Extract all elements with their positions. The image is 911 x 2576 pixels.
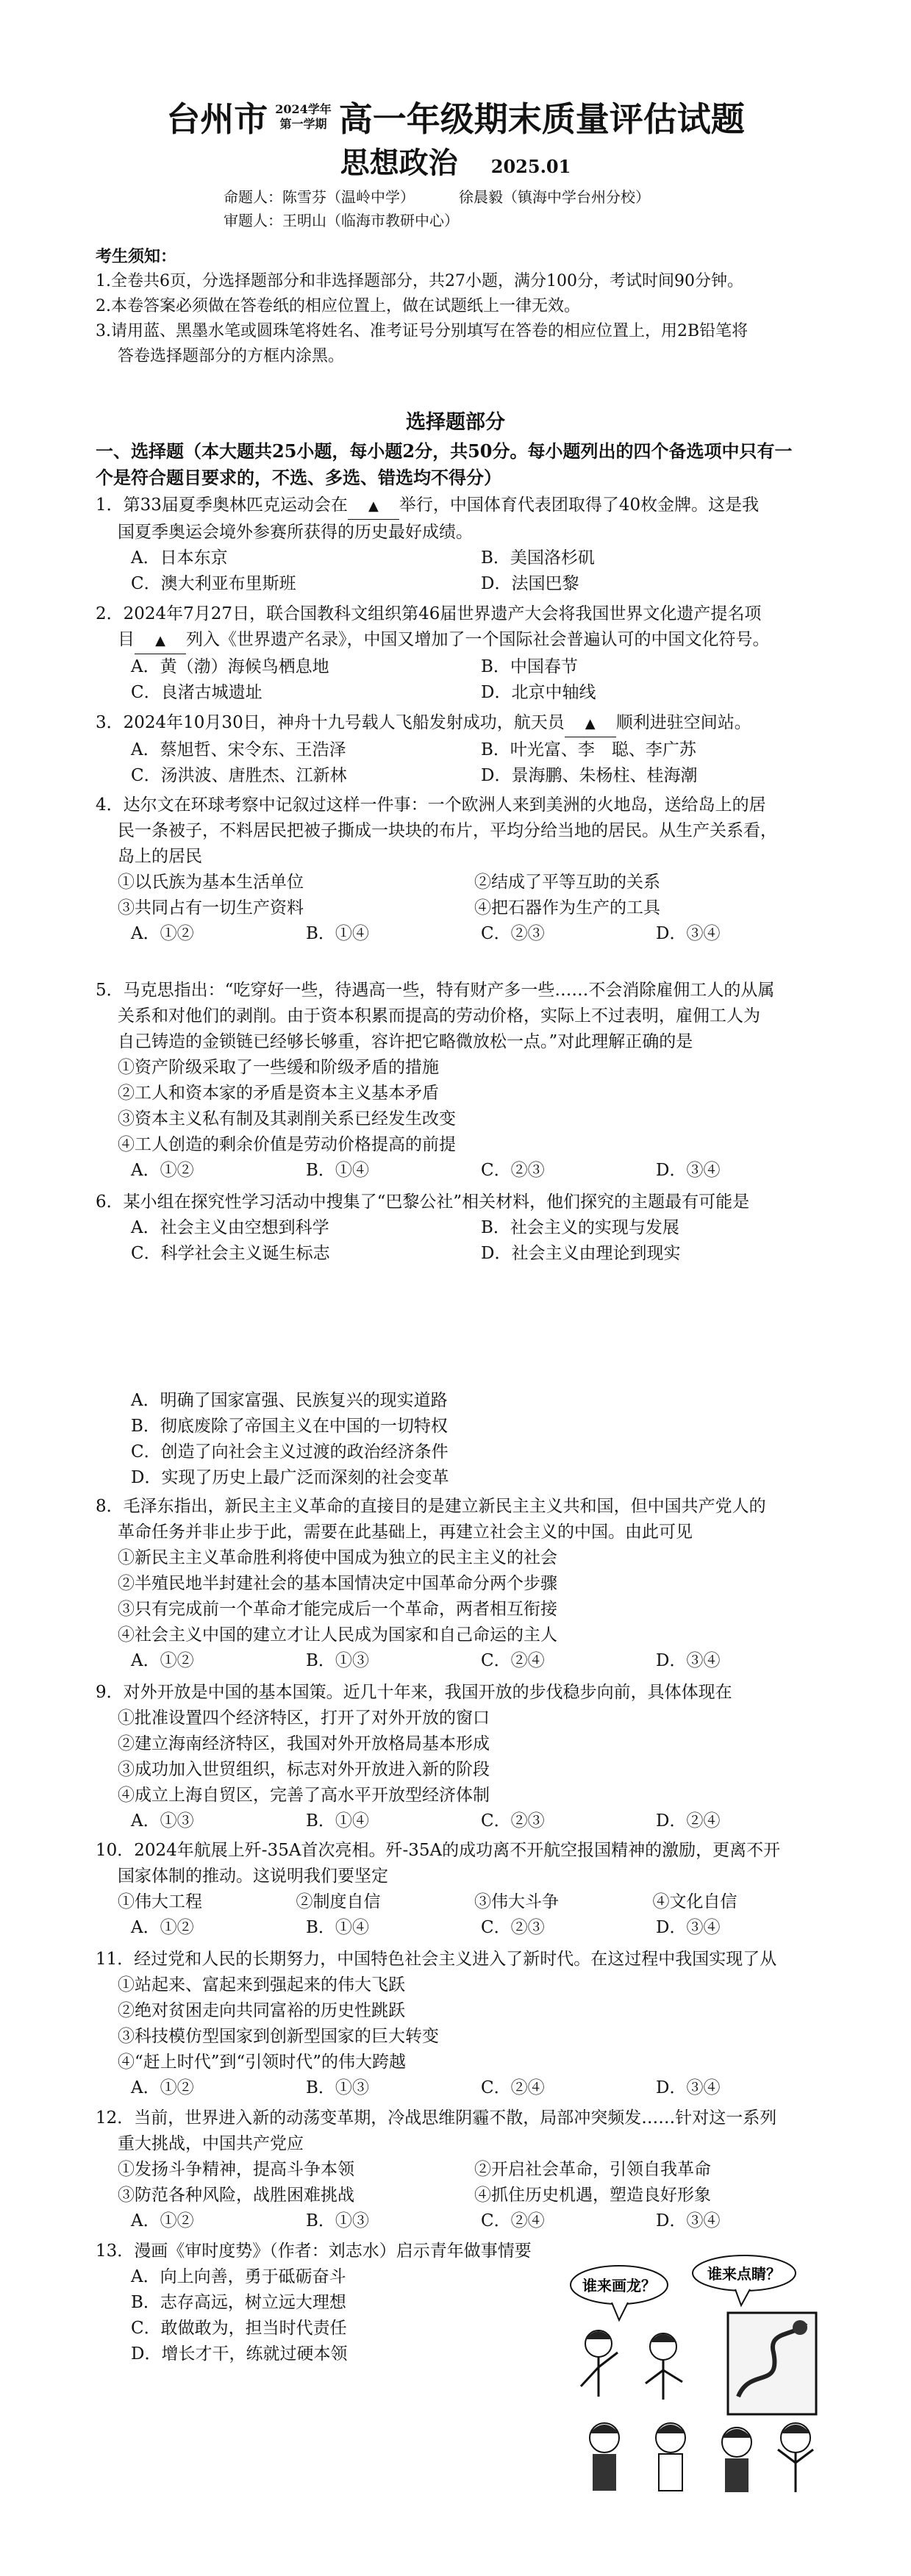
option-c[interactable]: C．敢做敢为，担当时代责任	[131, 2319, 347, 2338]
statement: ④文化自信	[652, 1892, 737, 1911]
speech-bubble-tail-1	[612, 2303, 628, 2320]
part-heading-line: 一、选择题（本大题共25小题，每小题2分，共50分。每小题列出的四个备选项中只有一	[96, 440, 793, 462]
q1-stem-cont: 举行，中国体育代表团取得了40枚金牌。这是我	[399, 495, 760, 515]
notice-item: 3.请用蓝、黑墨水笔或圆珠笔将姓名、准考证号分别填写在答卷的相应位置上，用2B铅笔将	[96, 322, 749, 340]
q5-stem-line: 关系和对他们的剥削。由于资本积累而提高的劳动价格，实际上不过表明，雇佣工人为	[118, 1006, 760, 1026]
q5-stem-line: 自己铸造的金锁链已经够长够重，容许把它略微放松一点。”对此理解正确的是	[118, 1032, 693, 1051]
statement: ③科技模仿型国家到创新型国家的巨大转变	[118, 2027, 439, 2046]
speech-bubble-tail-2	[735, 2289, 750, 2305]
statement: ③防范各种风险，战胜困难挑战	[118, 2186, 354, 2205]
authors	[224, 185, 694, 232]
answer-blank: ▲	[565, 711, 616, 737]
city-name: 台州市	[166, 99, 268, 139]
option-b[interactable]: B．①④	[306, 924, 369, 943]
option-c[interactable]: C．②④	[481, 2078, 545, 2097]
question-2	[96, 601, 831, 706]
option-c[interactable]: C．②③	[481, 1161, 545, 1180]
statement: ③成功加入世贸组织，标志对外开放进入新的阶段	[118, 1760, 490, 1779]
statement: ③只有完成前一个革命才能完成后一个革命，两者相互衔接	[118, 1600, 557, 1619]
statement: ②结成了平等互助的关系	[474, 873, 660, 892]
q10-stem: 10．2024年航展上歼-35A首次亮相。歼-35A的成功离不开航空报国精神的激励，更离不开	[96, 1841, 781, 1860]
statement: ①伟大工程	[118, 1892, 202, 1911]
q1-stem: 1．第33届夏季奥林匹克运动会在	[96, 495, 348, 515]
q11-stem: 11．经过党和人民的长期努力，中国特色社会主义进入了新时代。在这过程中我国实现了从	[96, 1950, 777, 1969]
term-line-2: 第一学期	[279, 117, 327, 131]
term-line-1: 2024学年	[275, 102, 332, 116]
option-a[interactable]: A．蔡旭哲、宋令东、王浩泽	[131, 740, 346, 759]
option-d[interactable]: D．③④	[656, 924, 721, 943]
option-d[interactable]: D．社会主义由理论到现实	[481, 1244, 681, 1263]
part-heading	[96, 438, 831, 491]
question-9	[96, 1680, 831, 1834]
bubble-text-1: 谁来画龙？	[582, 2277, 656, 2294]
term-label	[275, 102, 332, 132]
option-c[interactable]: C．科学社会主义诞生标志	[131, 1244, 330, 1263]
statement: ④社会主义中国的建立才让人民成为国家和自己命运的主人	[118, 1625, 557, 1645]
q6-stem: 6．某小组在探究性学习活动中搜集了“巴黎公社”相关材料，他们探究的主题最有可能是	[96, 1192, 750, 1212]
option-c[interactable]: C．②④	[481, 1651, 545, 1670]
answer-blank: ▲	[348, 493, 399, 520]
option-b[interactable]: B．①④	[306, 1918, 369, 1937]
q5-stem: 5．马克思指出：“吃穿好一些，待遇高一些，特有财产多一些……不会消除雇佣工人的从属	[96, 981, 775, 1000]
option-a[interactable]: A．①②	[131, 924, 194, 943]
q12-stem-line: 重大挑战，中国共产党应	[118, 2134, 304, 2153]
option-c[interactable]: C．②④	[481, 2211, 545, 2230]
option-b[interactable]: B．中国春节	[481, 657, 578, 676]
q8-stem-line: 革命任务并非止步于此，需要在此基础上，再建立社会主义的中国。由此可见	[118, 1523, 693, 1542]
option-d[interactable]: D．③④	[656, 1918, 721, 1937]
answer-blank: ▲	[135, 628, 186, 654]
subject-row	[0, 140, 911, 182]
question-12	[96, 2105, 831, 2234]
statement: ④工人创造的剩余价值是劳动价格提高的前提	[118, 1135, 456, 1154]
option-a[interactable]: A．①②	[131, 1918, 194, 1937]
q4-stem-line: 岛上的居民	[118, 847, 202, 866]
q4-stem-line: 民一条被子，不料居民把被子撕成一块块的布片，平均分给当地的居民。从生产关系看，	[118, 821, 777, 840]
statement: ①以氏族为基本生活单位	[118, 873, 304, 892]
q13-stem: 13．漫画《审时度势》（作者：刘志水）启示青年做事情要	[96, 2242, 532, 2261]
statement: ①新民主主义革命胜利将使中国成为独立的民主主义的社会	[118, 1548, 557, 1567]
statement: ③伟大斗争	[474, 1892, 559, 1911]
option-d[interactable]: D．③④	[656, 1161, 721, 1180]
q2-stem: 2．2024年7月27日，联合国教科文组织第46届世界遗产大会将我国世界文化遗产提名项	[96, 604, 762, 623]
option-a[interactable]: A．①②	[131, 2078, 194, 2097]
main-title: 高一年级期末质量评估试题	[338, 99, 745, 139]
question-10	[96, 1838, 831, 1941]
option-b[interactable]: B．①④	[306, 1811, 369, 1831]
q2-stem-b: 列入《世界遗产名录》，中国又增加了一个国际社会普遍认可的中国文化符号。	[186, 630, 770, 649]
statement: ④把石器作为生产的工具	[474, 898, 660, 917]
question-11	[96, 1947, 831, 2101]
q10-stem-line: 国家体制的推动。这说明我们要坚定	[118, 1867, 388, 1886]
option-d[interactable]: D．③④	[656, 1651, 721, 1670]
statement: ②开启社会革命，引领自我革命	[474, 2160, 711, 2179]
statement: ④成立上海自贸区，完善了高水平开放型经济体制	[118, 1786, 490, 1805]
statement: ④“赶上时代”到“引领时代”的伟大跨越	[118, 2053, 407, 2072]
q3-stem-cont: 顺利进驻空间站。	[615, 713, 751, 732]
exam-date: 2025.01	[490, 156, 571, 177]
question-4	[96, 793, 831, 947]
q9-stem: 9．对外开放是中国的基本国策。近几十年来，我国开放的步伐稳步向前，具体体现在	[96, 1683, 732, 1702]
reviewer: 审题人：王明山（临海市教研中心）	[224, 212, 459, 229]
q12-stem: 12．当前，世界进入新的动荡变革期，冷战思维阴霾不散，局部冲突频发……针对这一系列	[96, 2108, 777, 2128]
notice-item: 1.全卷共6页，分选择题部分和非选择题部分，共27小题，满分100分，考试时间90分钟。	[96, 272, 743, 290]
statement: ②半殖民地半封建社会的基本国情决定中国革命分两个步骤	[118, 1574, 557, 1593]
option-b[interactable]: B．社会主义的实现与发展	[481, 1218, 679, 1237]
statement: ①资产阶级采取了一些缓和阶级矛盾的措施	[118, 1058, 439, 1077]
question-1	[96, 493, 831, 597]
option-c[interactable]: C．汤洪波、唐胜杰、江新林	[131, 766, 347, 785]
option-c[interactable]: C．②③	[481, 1918, 545, 1937]
part-heading-line: 个是符合题目要求的，不选、多选、错选均不得分）	[96, 467, 501, 488]
notice-item: 2.本卷答案必须做在答卷纸的相应位置上，做在试题纸上一律无效。	[96, 297, 580, 315]
dragon-head	[793, 2320, 807, 2335]
q1-stem-line: 国夏季奥运会境外参赛所获得的历史最好成绩。	[118, 523, 473, 542]
option-b[interactable]: B．①③	[306, 1651, 369, 1670]
question-3	[96, 710, 831, 789]
statement: ②建立海南经济特区，我国对外开放格局基本形成	[118, 1734, 490, 1753]
q4-stem: 4．达尔文在环球考察中记叙过这样一件事：一个欧洲人来到美洲的火地岛，送给岛上的居	[96, 795, 766, 815]
option-a[interactable]: A．①③	[131, 1811, 194, 1831]
option-c[interactable]: C．创造了向社会主义过渡的政治经济条件	[131, 1442, 449, 1461]
option-d[interactable]: D．③④	[656, 2078, 721, 2097]
option-b[interactable]: B．①③	[306, 2078, 369, 2097]
option-c[interactable]: C．②③	[481, 1811, 545, 1831]
statement: ③共同占有一切生产资料	[118, 898, 304, 917]
q2-stem-a: 目	[118, 630, 135, 649]
subject-name: 思想政治	[340, 146, 458, 180]
bubble-text-2: 谁来点睛？	[707, 2265, 781, 2283]
question-6	[96, 1189, 831, 1267]
statement: ①批准设置四个经济特区，打开了对外开放的窗口	[118, 1709, 490, 1728]
question-8	[96, 1494, 831, 1674]
option-d[interactable]: D．北京中轴线	[481, 683, 596, 702]
option-a[interactable]: A．黄（渤）海候鸟栖息地	[131, 657, 329, 676]
statement: ①站起来、富起来到强起来的伟大飞跃	[118, 1975, 405, 1994]
option-a[interactable]: A．①②	[131, 1161, 194, 1180]
exam-notice	[96, 244, 831, 369]
question-7-options	[96, 1388, 831, 1491]
statement: ②工人和资本家的矛盾是资本主义基本矛盾	[118, 1084, 439, 1103]
q8-stem: 8．毛泽东指出，新民主主义革命的直接目的是建立新民主主义共和国，但中国共产党人的	[96, 1497, 766, 1516]
question-13	[96, 2239, 566, 2367]
option-d[interactable]: D．③④	[656, 2211, 721, 2230]
option-a[interactable]: A．①②	[131, 1651, 194, 1670]
option-c[interactable]: C．②③	[481, 924, 545, 943]
option-b[interactable]: B．叶光富、李 聪、李广苏	[481, 740, 696, 759]
cartoon-illustration	[560, 2250, 825, 2500]
option-a[interactable]: A．日本东京	[131, 548, 228, 568]
option-d[interactable]: D．实现了历史上最广泛而深刻的社会变革	[131, 1468, 449, 1487]
option-d[interactable]: D．②④	[656, 1811, 721, 1831]
option-b[interactable]: B．①④	[306, 1161, 369, 1180]
option-b[interactable]: B．彻底废除了帝国主义在中国的一切特权	[131, 1417, 448, 1436]
option-b[interactable]: B．①③	[306, 2211, 369, 2230]
statement: ②制度自信	[296, 1892, 381, 1911]
option-b[interactable]: B．志存高远，树立远大理想	[131, 2293, 346, 2312]
author-1: 命题人：陈雪芬（温岭中学）	[224, 188, 415, 206]
exam-title	[0, 93, 911, 141]
option-d[interactable]: D．法国巴黎	[481, 574, 579, 593]
statement: ①发扬斗争精神，提高斗争本领	[118, 2160, 354, 2179]
option-c[interactable]: C．良渚古城遗址	[131, 683, 262, 702]
statement: ②绝对贫困走向共同富裕的历史性跳跃	[118, 2001, 405, 2020]
option-b[interactable]: B．美国洛杉矶	[481, 548, 595, 568]
option-a[interactable]: A．向上向善，勇于砥砺奋斗	[131, 2267, 346, 2286]
notice-item: 答卷选择题部分的方框内涂黑。	[118, 347, 345, 365]
question-5	[96, 978, 831, 1184]
statement: ③资本主义私有制及其剥削关系已经发生改变	[118, 1109, 456, 1128]
option-d[interactable]: D．景海鹏、朱杨柱、桂海潮	[481, 766, 698, 785]
option-a[interactable]: A．社会主义由空想到科学	[131, 1218, 329, 1237]
statement: ④抓住历史机遇，塑造良好形象	[474, 2186, 711, 2205]
notice-title: 考生须知：	[96, 247, 177, 266]
option-d[interactable]: D．增长才干，练就过硬本领	[131, 2344, 348, 2364]
option-c[interactable]: C．澳大利亚布里斯班	[131, 574, 296, 593]
section-title: 选择题部分	[406, 411, 505, 434]
option-a[interactable]: A．①②	[131, 2211, 194, 2230]
author-2: 徐晨毅（镇海中学台州分校）	[459, 188, 650, 206]
q3-stem: 3．2024年10月30日，神舟十九号载人飞船发射成功，航天员	[96, 713, 565, 732]
option-a[interactable]: A．明确了国家富强、民族复兴的现实道路	[131, 1391, 448, 1410]
